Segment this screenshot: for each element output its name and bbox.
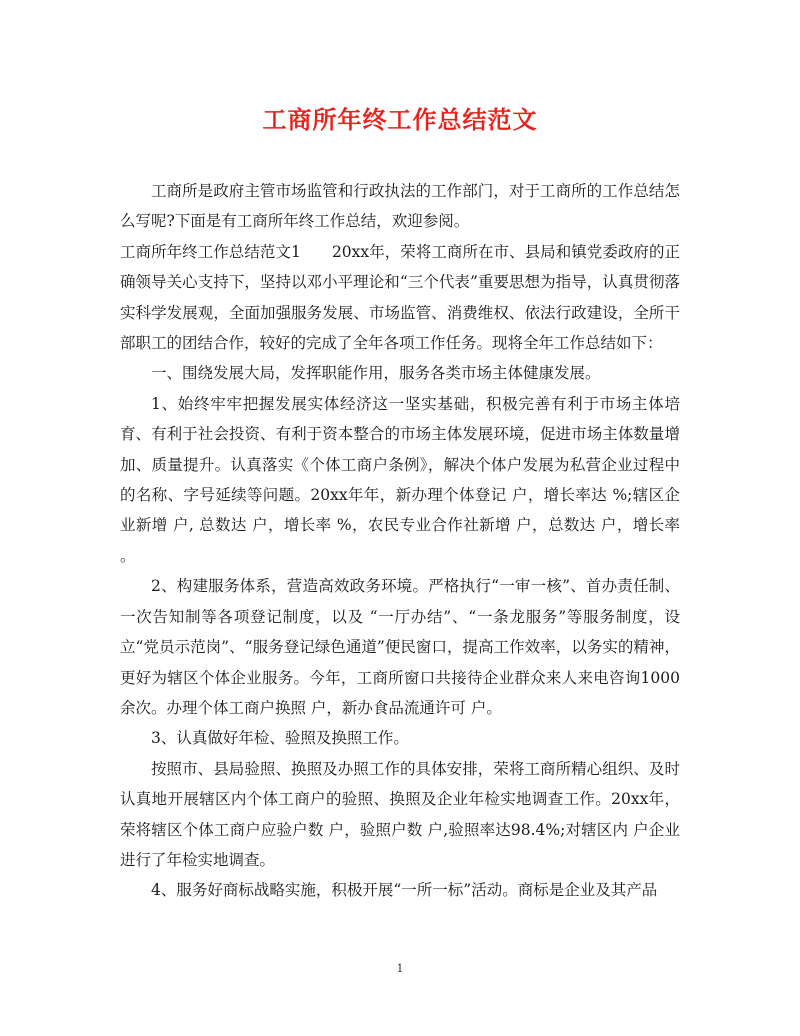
paragraph-item-4: 4、服务好商标战略实施，积极开展“一所一标”活动。商标是企业及其产品 (151, 881, 658, 900)
paragraph-intro: 工商所是政府主管市场监管和行政执法的工作部门，对于工商所的工作总结怎么写呢?下面是有工商所年终工作总结，欢迎参阅。 (120, 182, 680, 231)
document-body (120, 176, 680, 906)
paragraph-sample-1: 工商所年终工作总结范文1 20xx年，荣将工商所在市、县局和镇党委政府的正确领导关心支持下，坚持以邓小平理论和“三个代表”重要思想为指导，认真贯彻落实科学发展观，全面加强服务发展、市场监管、消费维权、依法行政建设，全所干部职工的团结合作，较好的完成了全年各项工作任务。现将全年工作总结如下： (120, 242, 680, 353)
document-title: 工商所年终工作总结范文 (262, 105, 538, 134)
page-number: 1 (396, 962, 404, 975)
paragraph-item-3: 3、认真做好年检、验照及换照工作。 (151, 729, 409, 748)
paragraph-item-2: 2、构建服务体系，营造高效政务环境。严格执行“一审一核”、首办责任制、一次告知制等各项登记制度，以及 “一厅办结”、“一条龙服务”等服务制度，设立“党员示范岗”、“服务登记绿色通道”便民窗口，提高工作效率，以务实的精神，更好为辖区个体企业服务。今年，工商所窗口共接待企业群众来人来电咨询1000余次。办理个体工商户换照 户，新办食品流通许可 户。 (120, 577, 680, 717)
paragraph-item-1: 1、始终牢牢把握发展实体经济这一坚实基础，积极完善有利于市场主体培育、有利于社会投资、有利于资本整合的市场主体发展环境，促进市场主体数量增加、质量提升。认真落实《个体工商户条例》，解决个体户发展为私营企业过程中的名称、字号延续等问题。20xx年年，新办理个体登记 户，增长率达 %;辖区企业新增 户, 总数达 户，增长率 %，农民专业合作社新增 户，总数达 户，增长率 。 (120, 394, 680, 565)
paragraph-section-1: 一、围绕发展大局，发挥职能作用，服务各类市场主体健康发展。 (151, 364, 601, 383)
paragraph-item-3-detail: 按照市、县局验照、换照及办照工作的具体安排，荣将工商所精心组织、及时认真地开展辖区内个体工商户的验照、换照及企业年检实地调查工作。20xx年，荣将辖区个体工商户应验户数 户，验照户数 户,验照率达98.4%;对辖区内 户企业进行了年检实地调查。 (120, 759, 680, 869)
